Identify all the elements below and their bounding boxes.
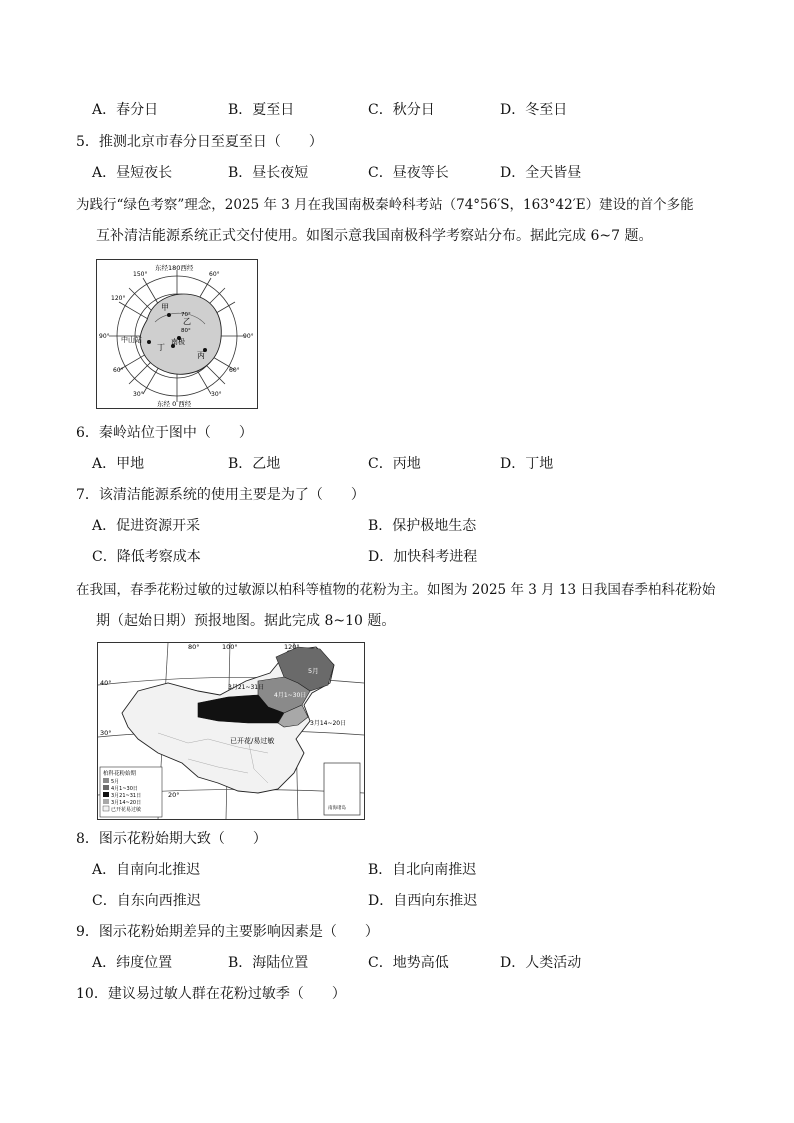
map2-lon-120: 120° <box>284 643 300 651</box>
q9-option-a[interactable]: A．纬度位置 <box>92 955 173 971</box>
q4-option-a[interactable]: A．春分日 <box>92 102 159 118</box>
map2-lat-30: 30° <box>100 729 112 737</box>
q8-option-d[interactable]: D．自西向东推迟 <box>368 893 478 909</box>
map2-label-mar14-20: 3月14~20日 <box>310 720 347 727</box>
map1-station-bing: 丙 <box>197 351 205 360</box>
q5-stem: 5．推测北京市春分日至夏至日（ ） <box>76 134 323 150</box>
map2-label-mar21-31: 3月21~31日 <box>228 684 265 691</box>
legend-title: 柏科花粉始期 <box>103 771 137 777</box>
map1-lon-30-right: 30° <box>211 391 222 398</box>
map1-lat-70: 70° <box>181 312 191 318</box>
q5-option-d[interactable]: D．全天皆昼 <box>500 165 582 181</box>
q4-option-c[interactable]: C．秋分日 <box>368 102 435 118</box>
q7-option-c[interactable]: C．降低考察成本 <box>92 549 201 565</box>
q10-stem: 10．建议易过敏人群在花粉过敏季（ ） <box>76 986 346 1002</box>
q7-stem: 7．该清洁能源系统的使用主要是为了（ ） <box>76 487 365 503</box>
q4-option-d[interactable]: D．冬至日 <box>500 102 568 118</box>
map1-station-zhongshan: 中山站 <box>121 336 142 344</box>
q8-stem: 8．图示花粉始期大致（ ） <box>76 831 267 847</box>
map1-station-nanji: 南极 <box>171 338 185 346</box>
q7-option-a[interactable]: A．促进资源开采 <box>92 518 201 534</box>
map1-lon-120-left: 120° <box>111 295 126 302</box>
map2-label-may: 5月 <box>308 667 319 675</box>
q8-option-a[interactable]: A．自南向北推迟 <box>92 862 201 878</box>
map1-top-label: 东经180西经 <box>155 264 194 272</box>
map2-lat-20: 20° <box>168 791 180 799</box>
map1-station-yi: 乙 <box>183 317 191 326</box>
map2-lat-40: 40° <box>100 679 112 687</box>
legend-item-mar14: 3月14~20日 <box>111 800 142 806</box>
q7-option-d[interactable]: D．加快科考进程 <box>368 549 478 565</box>
legend-item-apr: 4月1~30日 <box>111 786 138 792</box>
passage2-line1: 在我国，春季花粉过敏的过敏源以柏科等植物的花粉为主。如图为 2025 年 3 月 13 日我国春季柏科花粉始 <box>76 582 716 598</box>
q9-option-d[interactable]: D．人类活动 <box>500 955 582 971</box>
antarctic-station-map <box>96 259 258 409</box>
q9-option-c[interactable]: C．地势高低 <box>368 955 449 971</box>
q8-option-c[interactable]: C．自东向西推迟 <box>92 893 201 909</box>
q5-option-b[interactable]: B．昼长夜短 <box>228 165 309 181</box>
map2-lon-100: 100° <box>222 643 238 651</box>
q6-option-b[interactable]: B．乙地 <box>228 456 281 472</box>
q4-option-b[interactable]: B．夏至日 <box>228 102 295 118</box>
map2-label-apr1-30: 4月1~30日 <box>274 692 307 699</box>
passage2-line2: 期（起始日期）预报地图。据此完成 8~10 题。 <box>96 613 396 629</box>
legend-item-may: 5月 <box>111 779 120 785</box>
map1-lon-90-left: 90° <box>99 333 110 340</box>
map1-lon-30-left: 30° <box>133 391 144 398</box>
map1-station-jia: 甲 <box>161 303 169 312</box>
map2-lon-80: 80° <box>188 643 200 651</box>
map1-bottom-label: 东经 0 西经 <box>157 400 192 408</box>
map1-station-ding: 丁 <box>157 343 165 352</box>
q9-option-b[interactable]: B．海陆位置 <box>228 955 309 971</box>
legend-item-mar21: 3月21~31日 <box>111 793 142 799</box>
q6-option-c[interactable]: C．丙地 <box>368 456 421 472</box>
map1-lon-90-right: 90° <box>243 333 254 340</box>
legend-item-flowering: 已开花易过敏 <box>111 807 142 813</box>
q6-option-a[interactable]: A．甲地 <box>92 456 145 472</box>
q5-option-c[interactable]: C．昼夜等长 <box>368 165 449 181</box>
q6-option-d[interactable]: D．丁地 <box>500 456 554 472</box>
passage1-line2: 互补清洁能源系统正式交付使用。如图示意我国南极科学考察站分布。据此完成 6~7 题。 <box>96 228 653 244</box>
q8-option-b[interactable]: B．自北向南推迟 <box>368 862 477 878</box>
map1-lon-150-left: 150° <box>133 271 148 278</box>
q9-stem: 9．图示花粉始期差异的主要影响因素是（ ） <box>76 924 379 940</box>
inset-label: 南海诸岛 <box>328 806 346 811</box>
q5-option-a[interactable]: A．昼短夜长 <box>92 165 173 181</box>
map1-lon-60-left: 60° <box>113 367 124 374</box>
passage1-line1: 为践行“绿色考察”理念，2025 年 3 月在我国南极秦岭科考站（74°56′S，163°42′E）建设的首个多能 <box>76 197 694 213</box>
q7-option-b[interactable]: B．保护极地生态 <box>368 518 477 534</box>
map1-lon-60-right-low: 60° <box>229 367 240 374</box>
pollen-onset-map <box>97 642 365 820</box>
map1-lat-80: 80° <box>181 328 191 334</box>
q6-stem: 6．秦岭站位于图中（ ） <box>76 425 253 441</box>
map1-lon-60-right: 60° <box>209 271 220 278</box>
map2-label-flowering: 已开花/易过敏 <box>230 737 275 745</box>
